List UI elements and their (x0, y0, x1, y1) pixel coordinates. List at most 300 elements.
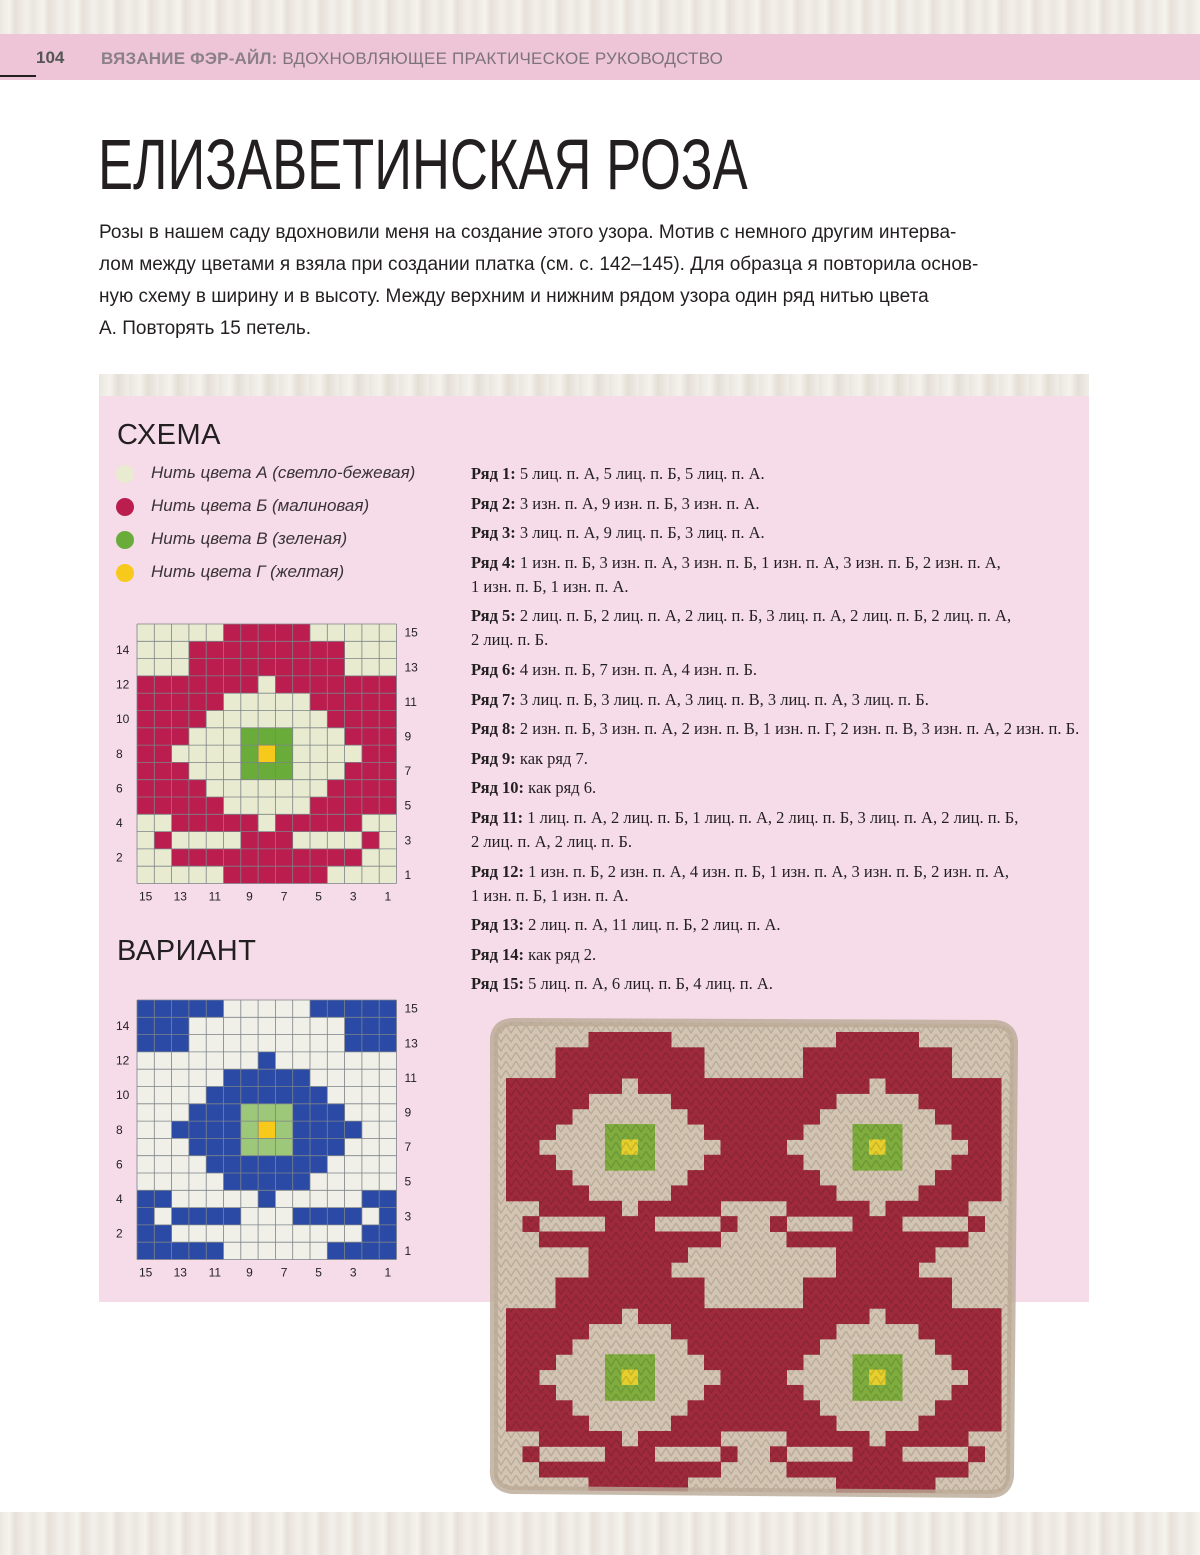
row-text: 1 изн. п. Б, 2 изн. п. А, 4 изн. п. Б, 1 изн. п. А, 3 изн. п. Б, 2 изн. п. А, (528, 861, 1010, 881)
scheme-cell (258, 745, 275, 762)
variant-cell (137, 1242, 154, 1259)
scheme-cell (206, 780, 223, 797)
scheme-cell (379, 641, 396, 658)
scheme-cell (258, 676, 275, 693)
variant-cell (241, 1121, 258, 1138)
variant-cell (345, 1104, 362, 1121)
scheme-cell (137, 780, 154, 797)
variant-cell (345, 1190, 362, 1207)
variant-cell (224, 1121, 241, 1138)
variant-cell (258, 1087, 275, 1104)
scheme-cell (293, 849, 310, 866)
scheme-cell (137, 814, 154, 831)
scheme-cell (154, 624, 171, 641)
scheme-cell (293, 693, 310, 710)
scheme-cell (327, 849, 344, 866)
variant-cell (224, 1242, 241, 1259)
variant-cell (275, 1208, 292, 1225)
variant-cell (362, 1173, 379, 1190)
scheme-row-label: 7 (404, 764, 412, 779)
scheme-cell (189, 866, 206, 883)
variant-cell (379, 1017, 396, 1034)
variant-cell (327, 1087, 344, 1104)
variant-cell (379, 1087, 396, 1104)
scheme-cell (362, 711, 379, 728)
variant-cell (224, 1104, 241, 1121)
variant-cell (275, 1121, 292, 1138)
scheme-cell (275, 866, 292, 883)
variant-cell (327, 1104, 344, 1121)
scheme-cell (137, 745, 154, 762)
scheme-cell (206, 676, 223, 693)
scheme-cell (154, 659, 171, 676)
variant-cell (172, 1052, 189, 1069)
variant-cell (241, 1017, 258, 1034)
variant-cell (189, 1190, 206, 1207)
scheme-cell (154, 728, 171, 745)
row-label: Ряд 7: (471, 689, 520, 709)
variant-cell (327, 1138, 344, 1155)
scheme-cell (206, 832, 223, 849)
variant-cell (345, 1000, 362, 1017)
variant-cell (154, 1000, 171, 1017)
variant-cell (172, 1190, 189, 1207)
variant-cell (154, 1087, 171, 1104)
variant-cell (293, 1242, 310, 1259)
scheme-cell (224, 711, 241, 728)
scheme-cell (345, 832, 362, 849)
scheme-cell (189, 745, 206, 762)
scheme-cell (206, 659, 223, 676)
scheme-cell (241, 780, 258, 797)
variant-cell (345, 1242, 362, 1259)
scheme-cell (154, 762, 171, 779)
scheme-cell (310, 745, 327, 762)
scheme-cell (293, 624, 310, 641)
scheme-cell (258, 693, 275, 710)
scheme-cell (189, 676, 206, 693)
scheme-cell (345, 659, 362, 676)
row-text: 5 лиц. п. А, 6 лиц. п. Б, 4 лиц. п. А. (528, 974, 773, 994)
variant-cell (258, 1225, 275, 1242)
variant-row-label: 6 (116, 1157, 123, 1172)
color-swatch-icon (116, 531, 134, 549)
row-text: 2 изн. п. Б, 3 изн. п. А, 2 изн. п. В, 1 изн. п. Г, 2 изн. п. В, 3 изн. п. А, 2 изн. п. Б. (519, 719, 1080, 739)
knitted-swatch-photo (486, 1016, 1026, 1506)
variant-cell (154, 1190, 171, 1207)
row-text: 1 лиц. п. А, 2 лиц. п. Б, 1 лиц. п. А, 2 лиц. п. Б, 3 лиц. п. А, 2 лиц. п. Б, (527, 808, 1019, 827)
scheme-cell (275, 728, 292, 745)
variant-cell (241, 1156, 258, 1173)
variant-cell (137, 1017, 154, 1034)
scheme-cell (241, 832, 258, 849)
scheme-cell (275, 762, 292, 779)
running-header-subtitle: ВДОХНОВЛЯЮЩЕЕ ПРАКТИЧЕСКОЕ РУКОВОДСТВО (282, 49, 724, 68)
variant-cell (189, 1069, 206, 1086)
scheme-cell (345, 676, 362, 693)
scheme-cell (379, 624, 396, 641)
scheme-cell (241, 745, 258, 762)
variant-cell (154, 1121, 171, 1138)
scheme-cell (154, 641, 171, 658)
variant-cell (327, 1173, 344, 1190)
variant-cell (310, 1190, 327, 1207)
variant-cell (258, 1035, 275, 1052)
variant-cell (293, 1000, 310, 1017)
variant-cell (379, 1208, 396, 1225)
variant-cell (206, 1190, 223, 1207)
variant-cell (258, 1104, 275, 1121)
row-text: 5 лиц. п. А, 5 лиц. п. Б, 5 лиц. п. А. (519, 464, 765, 483)
scheme-cell (137, 711, 154, 728)
scheme-cell (172, 780, 189, 797)
row-text: как ряд 2. (528, 944, 597, 964)
variant-cell (362, 1069, 379, 1086)
variant-cell (172, 1087, 189, 1104)
variant-row-label: 4 (116, 1191, 123, 1206)
variant-cell (310, 1156, 327, 1173)
variant-cell (172, 1173, 189, 1190)
wood-texture-bottom (0, 1512, 1200, 1555)
variant-cell (379, 1052, 396, 1069)
variant-cell (379, 1225, 396, 1242)
page-number: 104 (36, 48, 65, 67)
variant-cell (275, 1225, 292, 1242)
scheme-cell (224, 832, 241, 849)
variant-cell (310, 1069, 327, 1086)
row-label: Ряд 13: (471, 915, 529, 935)
variant-cell (362, 1121, 379, 1138)
scheme-cell (345, 641, 362, 658)
variant-row-label: 11 (404, 1070, 417, 1085)
scheme-cell (189, 797, 206, 814)
scheme-cell (189, 711, 206, 728)
row-text: 1 изн. п. Б, 1 изн. п. А. (471, 885, 629, 905)
scheme-cell (258, 728, 275, 745)
variant-cell (189, 1035, 206, 1052)
variant-cell (293, 1121, 310, 1138)
row-instruction (471, 551, 1001, 599)
running-header-bold: ВЯЗАНИЕ ФЭР-АЙЛ: (101, 49, 278, 68)
scheme-chart (110, 618, 430, 910)
scheme-row-label: 9 (404, 729, 412, 744)
variant-cell (327, 1190, 344, 1207)
variant-cell (310, 1208, 327, 1225)
scheme-cell (327, 728, 344, 745)
variant-cell (172, 1225, 189, 1242)
row-instruction (471, 747, 588, 771)
scheme-cell (258, 659, 275, 676)
intro-line: Розы в нашем саду вдохновили меня на создание этого узора. Мотив с немного другим интерва- (99, 222, 957, 243)
scheme-cell (345, 780, 362, 797)
scheme-cell (172, 693, 189, 710)
row-instruction (471, 492, 760, 516)
variant-cell (189, 1000, 206, 1017)
scheme-cell (137, 624, 154, 641)
variant-cell (172, 1104, 189, 1121)
variant-cell (224, 1000, 241, 1017)
scheme-cell (362, 762, 379, 779)
variant-cell (310, 1242, 327, 1259)
scheme-cell (293, 762, 310, 779)
variant-cell (137, 1069, 154, 1086)
legend-label: Нить цвета Б (малиновая) (151, 496, 370, 515)
variant-cell (275, 1104, 292, 1121)
row-instruction (471, 806, 1018, 854)
scheme-cell (362, 676, 379, 693)
variant-cell (172, 1138, 189, 1155)
variant-cell (189, 1242, 206, 1259)
variant-cell (379, 1138, 396, 1155)
scheme-cell (154, 693, 171, 710)
scheme-cell (275, 745, 292, 762)
scheme-cell (362, 866, 379, 883)
variant-cell (206, 1104, 223, 1121)
variant-cell (310, 1000, 327, 1017)
scheme-cell (327, 832, 344, 849)
variant-cell (362, 1104, 379, 1121)
variant-cell (154, 1069, 171, 1086)
scheme-cell (224, 814, 241, 831)
row-label: Ряд 2: (471, 493, 520, 513)
scheme-cell (345, 814, 362, 831)
variant-cell (241, 1138, 258, 1155)
variant-cell (189, 1173, 206, 1190)
scheme-cell (275, 849, 292, 866)
running-header (101, 49, 723, 69)
scheme-cell (310, 711, 327, 728)
variant-cell (258, 1052, 275, 1069)
scheme-cell (275, 659, 292, 676)
variant-cell (172, 1069, 189, 1086)
scheme-cell (345, 797, 362, 814)
scheme-stitch-label: 9 (246, 889, 253, 904)
scheme-cell (310, 762, 327, 779)
variant-cell (137, 1052, 154, 1069)
variant-cell (310, 1087, 327, 1104)
row-instruction (471, 913, 781, 937)
scheme-cell (241, 659, 258, 676)
scheme-cell (362, 659, 379, 676)
variant-cell (206, 1225, 223, 1242)
variant-cell (275, 1173, 292, 1190)
scheme-cell (224, 676, 241, 693)
scheme-cell (275, 780, 292, 797)
row-text: 1 изн. п. Б, 1 изн. п. А. (471, 576, 629, 596)
variant-cell (137, 1225, 154, 1242)
scheme-cell (206, 711, 223, 728)
variant-cell (189, 1104, 206, 1121)
scheme-cell (241, 866, 258, 883)
scheme-cell (379, 797, 396, 814)
variant-cell (189, 1017, 206, 1034)
scheme-row-label: 5 (404, 798, 412, 813)
scheme-cell (327, 693, 344, 710)
variant-cell (241, 1173, 258, 1190)
scheme-cell (258, 797, 275, 814)
variant-cell (258, 1242, 275, 1259)
row-text: 3 лиц. п. Б, 3 лиц. п. А, 3 лиц. п. В, 3 лиц. п. А, 3 лиц. п. Б. (519, 689, 929, 709)
variant-cell (189, 1121, 206, 1138)
variant-cell (310, 1052, 327, 1069)
variant-cell (293, 1087, 310, 1104)
scheme-row-label: 12 (116, 677, 130, 692)
scheme-cell (172, 641, 189, 658)
variant-cell (154, 1242, 171, 1259)
variant-cell (241, 1087, 258, 1104)
variant-cell (258, 1017, 275, 1034)
variant-cell (224, 1087, 241, 1104)
variant-cell (172, 1121, 189, 1138)
variant-cell (154, 1035, 171, 1052)
scheme-cell (379, 728, 396, 745)
row-instruction (471, 860, 1009, 908)
row-text: как ряд 7. (519, 748, 588, 768)
scheme-cell (137, 693, 154, 710)
scheme-cell (258, 711, 275, 728)
scheme-cell (241, 711, 258, 728)
variant-cell (206, 1069, 223, 1086)
variant-cell (275, 1138, 292, 1155)
legend-label: Нить цвета А (светло-бежевая) (151, 463, 416, 482)
scheme-cell (362, 745, 379, 762)
row-text: 1 изн. п. Б, 3 изн. п. А, 3 изн. п. Б, 1 изн. п. А, 3 изн. п. Б, 2 изн. п. А, (519, 552, 1001, 572)
variant-cell (345, 1173, 362, 1190)
row-instruction (471, 688, 929, 712)
scheme-row-label: 6 (116, 781, 123, 796)
variant-cell (362, 1017, 379, 1034)
variant-cell (206, 1035, 223, 1052)
scheme-cell (154, 711, 171, 728)
variant-cell (137, 1190, 154, 1207)
variant-cell (154, 1138, 171, 1155)
scheme-cell (345, 745, 362, 762)
scheme-cell (293, 832, 310, 849)
variant-row-label: 5 (404, 1174, 412, 1189)
variant-cell (241, 1225, 258, 1242)
variant-cell (154, 1156, 171, 1173)
variant-cell (327, 1208, 344, 1225)
scheme-row-label: 11 (404, 694, 417, 709)
variant-row-label: 10 (116, 1088, 130, 1103)
scheme-cell (137, 849, 154, 866)
intro-paragraph (99, 217, 1099, 345)
variant-cell (258, 1121, 275, 1138)
variant-cell (241, 1035, 258, 1052)
scheme-cell (345, 849, 362, 866)
variant-stitch-label: 11 (208, 1265, 222, 1280)
variant-cell (206, 1000, 223, 1017)
scheme-cell (293, 676, 310, 693)
variant-cell (345, 1017, 362, 1034)
variant-cell (258, 1000, 275, 1017)
scheme-cell (206, 797, 223, 814)
variant-cell (293, 1104, 310, 1121)
scheme-cell (310, 780, 327, 797)
variant-stitch-label: 15 (138, 1265, 153, 1280)
scheme-cell (224, 866, 241, 883)
row-instruction (471, 943, 596, 967)
scheme-row-label: 1 (404, 867, 412, 882)
scheme-cell (154, 832, 171, 849)
scheme-cell (345, 693, 362, 710)
scheme-cell (327, 624, 344, 641)
row-instruction (471, 776, 596, 800)
scheme-cell (345, 762, 362, 779)
scheme-cell (241, 797, 258, 814)
scheme-cell (275, 641, 292, 658)
scheme-cell (362, 624, 379, 641)
scheme-cell (258, 624, 275, 641)
scheme-cell (327, 659, 344, 676)
scheme-cell (137, 659, 154, 676)
variant-row-label: 1 (404, 1243, 412, 1258)
variant-cell (362, 1156, 379, 1173)
variant-cell (206, 1017, 223, 1034)
scheme-cell (224, 762, 241, 779)
scheme-cell (241, 676, 258, 693)
variant-row-label: 9 (404, 1105, 412, 1120)
scheme-cell (154, 676, 171, 693)
variant-cell (275, 1052, 292, 1069)
scheme-cell (241, 728, 258, 745)
scheme-cell (327, 641, 344, 658)
variant-cell (206, 1121, 223, 1138)
row-instruction (471, 972, 773, 996)
variant-cell (327, 1156, 344, 1173)
variant-cell (345, 1208, 362, 1225)
color-swatch-icon (116, 465, 134, 483)
variant-stitch-label: 3 (349, 1265, 357, 1280)
scheme-heading: СХЕМА (117, 419, 221, 451)
variant-cell (241, 1069, 258, 1086)
scheme-cell (362, 693, 379, 710)
variant-cell (345, 1225, 362, 1242)
wood-texture-top (0, 0, 1200, 34)
variant-cell (241, 1104, 258, 1121)
variant-cell (293, 1069, 310, 1086)
scheme-stitch-label: 5 (315, 889, 322, 904)
scheme-cell (310, 866, 327, 883)
scheme-cell (327, 711, 344, 728)
variant-row-label: 13 (404, 1036, 418, 1051)
variant-cell (345, 1138, 362, 1155)
variant-cell (189, 1225, 206, 1242)
variant-cell (275, 1190, 292, 1207)
scheme-cell (172, 814, 189, 831)
scheme-cell (379, 693, 396, 710)
variant-cell (206, 1242, 223, 1259)
variant-cell (137, 1121, 154, 1138)
variant-cell (224, 1017, 241, 1034)
variant-cell (327, 1121, 344, 1138)
color-swatch-icon (116, 498, 134, 516)
variant-cell (293, 1017, 310, 1034)
variant-cell (275, 1017, 292, 1034)
variant-cell (345, 1035, 362, 1052)
scheme-cell (310, 641, 327, 658)
variant-cell (293, 1173, 310, 1190)
variant-cell (275, 1000, 292, 1017)
scheme-cell (293, 711, 310, 728)
scheme-cell (362, 728, 379, 745)
variant-cell (327, 1225, 344, 1242)
variant-cell (327, 1242, 344, 1259)
scheme-cell (275, 711, 292, 728)
scheme-cell (310, 728, 327, 745)
scheme-cell (154, 814, 171, 831)
row-instruction (471, 658, 757, 682)
